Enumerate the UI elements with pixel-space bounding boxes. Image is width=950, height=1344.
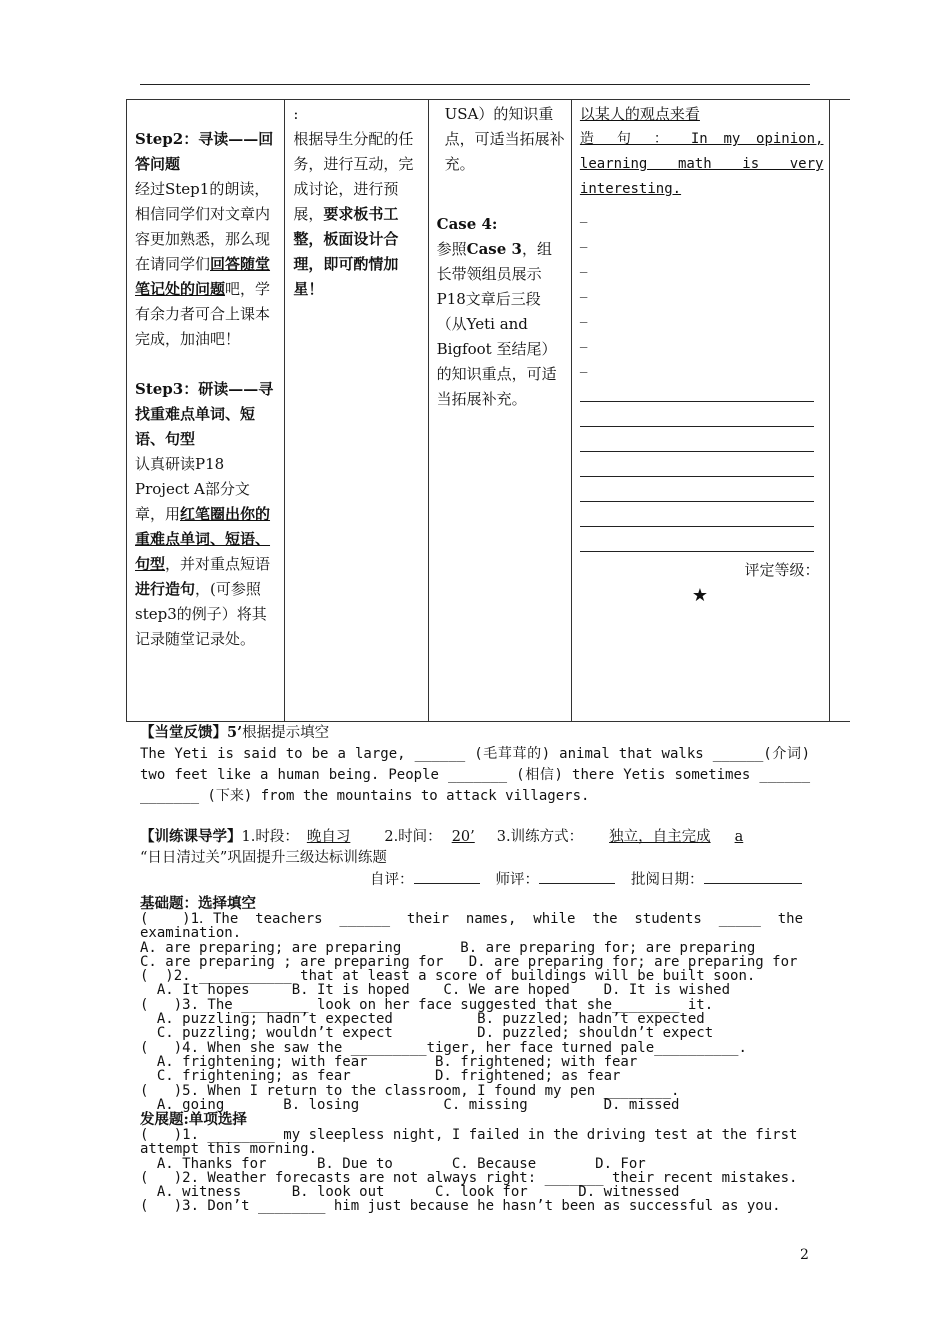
step3-body: 认真研读P18 Project A部分文章，用红笔圈出你的重难点单词、短语、句型，并对重点短语进行造句，(可参照step3的例子）将其记录随堂记录处。 xyxy=(135,455,271,648)
case3-tail: USA）的知识重点，可适当拓展补充。 xyxy=(444,105,565,173)
question-line: attempt this morning. xyxy=(140,1141,318,1158)
question-line: ( )3. Don’t ________ him just because he hasn’t been as successful as you. xyxy=(140,1198,781,1215)
tutor-requirement: 要求板书工整，板面设计合理，即可酌情加星！ xyxy=(293,205,399,298)
question-line: ( )2. Weather forecasts are not always right: _______ their recent mistakes. xyxy=(140,1169,798,1186)
step3-title: Step3：研读——寻找重难点单词、短语、句型 xyxy=(135,380,274,448)
time-value: 晚自习 xyxy=(306,829,351,845)
blank-dash: _ xyxy=(579,280,588,298)
case-column xyxy=(428,100,571,722)
note-line xyxy=(580,427,814,452)
note-line xyxy=(580,527,814,552)
header-rule xyxy=(140,84,810,85)
feedback-text: The Yeti is said to be a large, ______ (毛茸茸的) animal that walks ______(介词) two feet like a human being. People _______ (相信) there Yetis sometimes ______ _______ (下来) from the mountains to attack villagers. xyxy=(140,746,810,804)
option-line: C. frightening; as fear D. frightened; as fear xyxy=(140,1068,621,1085)
blank-dash: _ xyxy=(579,230,588,248)
question-line: ( )2. ___________ that at least a score of buildings will be built soon. xyxy=(140,968,756,985)
note-line xyxy=(580,377,814,402)
tutor-column xyxy=(285,100,428,722)
option-line: A. frightening; with fear B. frightened; with fear xyxy=(140,1053,638,1070)
option-line: C. are preparing ; are preparing for D. are preparing for; are preparing for xyxy=(140,953,798,970)
question-line: ( )5. When I return to the classroom, I found my pen ________. xyxy=(140,1082,680,1099)
grade-label: 评定等级： xyxy=(744,561,820,579)
review-date-label: 批阅日期： xyxy=(631,872,704,888)
basic-section xyxy=(140,895,820,1112)
training-title: 【训练课导学】 xyxy=(140,828,242,845)
case4-title: Case 4: xyxy=(436,215,498,233)
feedback-section: 【当堂反馈】5’根据提示填空 The Yeti is said to be a large, ______ (毛茸茸的) animal that walks ______(介词) two feet like a human being. People _______ (相信) there Yetis sometimes ______ _______ (下来) from the mountains to attack villagers. xyxy=(140,722,810,807)
training-section: 【训练课导学】1.时段： 晚自习 2.时间： 20’ 3.训练方式： 独立，自主完成 a “日日清过关”巩固提升三级达标训练题 自评： 师评： 批阅日期： xyxy=(140,826,820,891)
case4-body: 参照Case 3，组长带领组员展示P18文章后三段（从Yeti and Bigfoot 至结尾）的知识重点，可适当拓展补充。 xyxy=(436,240,557,408)
option-line: A. going B. losing C. missing D. missed xyxy=(140,1096,680,1113)
option-line: A. puzzling; hadn’t expected B. puzzled; hadn’t expected xyxy=(140,1011,705,1028)
feedback-title: 【当堂反馈】 xyxy=(140,724,227,741)
step3-emphasis: 红笔圈出你的重难点单词、短语、句型 xyxy=(135,505,271,573)
blank-dash: _ xyxy=(579,255,588,273)
note-line xyxy=(580,402,814,427)
blank-dash: _ xyxy=(579,355,588,373)
feedback-instruction: 根据提示填空 xyxy=(242,725,330,741)
option-line: A. It hopes B. It is hoped C. We are hoped D. It is wished xyxy=(140,982,731,999)
star-icon: ★ xyxy=(691,585,709,606)
step2-emphasis: 回答随堂笔记处的问题 xyxy=(135,255,271,298)
notes-column xyxy=(571,100,830,722)
review-date-blank xyxy=(704,869,802,884)
training-subtitle: “日日清过关”巩固提升三级达标训练题 xyxy=(140,850,387,866)
tutor-body: 根据导生分配的任务，进行互动，完成讨论，进行预展，要求板书工整，板面设计合理，即可酌情加星！ xyxy=(293,130,414,298)
lesson-table xyxy=(126,99,850,722)
blank-dash: _ xyxy=(579,205,588,223)
note-line xyxy=(580,477,814,502)
self-eval-label: 自评： xyxy=(370,872,414,888)
advanced-section xyxy=(140,1112,820,1214)
tutor-colon: : xyxy=(293,105,299,123)
margin-column xyxy=(830,100,850,722)
basic-title: 基础题：选择填空 xyxy=(140,895,256,912)
advanced-title: 发展题:单项选择 xyxy=(140,1111,247,1128)
duration-value: 20’ xyxy=(451,829,475,845)
phrase-heading: 以某人的观点来看 xyxy=(579,105,700,123)
step2-title: Step2：寻读——回答问题 xyxy=(135,130,274,173)
question-line: ( )4. When she saw the _________tiger, her face turned pale__________. xyxy=(140,1039,747,1056)
teacher-eval-blank xyxy=(539,869,615,884)
question-line: ( )1．The teachers ______ their names, while the students _____ the xyxy=(140,911,804,927)
option-line: A. Thanks for B. Due to C. Because D. For xyxy=(140,1155,646,1172)
steps-column xyxy=(127,100,285,722)
mode-value: 独立，自主完成 xyxy=(609,829,711,845)
question-line: examination. xyxy=(140,925,242,942)
step2-body: 经过Step1的朗读，相信同学们对文章内容更加熟悉，那么现在请同学们回答随堂笔记处的问题吧，学有余力者可合上课本完成，加油吧！ xyxy=(135,180,271,348)
page-number: 2 xyxy=(800,1247,809,1263)
option-line: A. are preparing; are preparing B. are preparing for; are preparing xyxy=(140,939,756,956)
option-line: C. puzzling; wouldn’t expect D. puzzled; shouldn’t expect xyxy=(140,1025,714,1042)
example-sentence: 造 句 ： In my opinion, learning math is very interesting. xyxy=(579,131,824,197)
question-line: ( )3. The ________ look on her face suggested that she________ it. xyxy=(140,996,714,1013)
self-eval-blank xyxy=(414,869,480,884)
teacher-eval-label: 师评： xyxy=(495,872,539,888)
blank-dash: _ xyxy=(579,330,588,348)
blank-dash: _ xyxy=(579,305,588,323)
question-line: ( )1. ________ my sleepless night, I failed in the driving test at the first xyxy=(140,1127,798,1143)
step3-sentence-emphasis: 进行造句 xyxy=(135,580,196,598)
note-line xyxy=(580,502,814,527)
option-line: A. witness B. look out C. look for D. witnessed xyxy=(140,1184,680,1201)
note-line xyxy=(580,452,814,477)
